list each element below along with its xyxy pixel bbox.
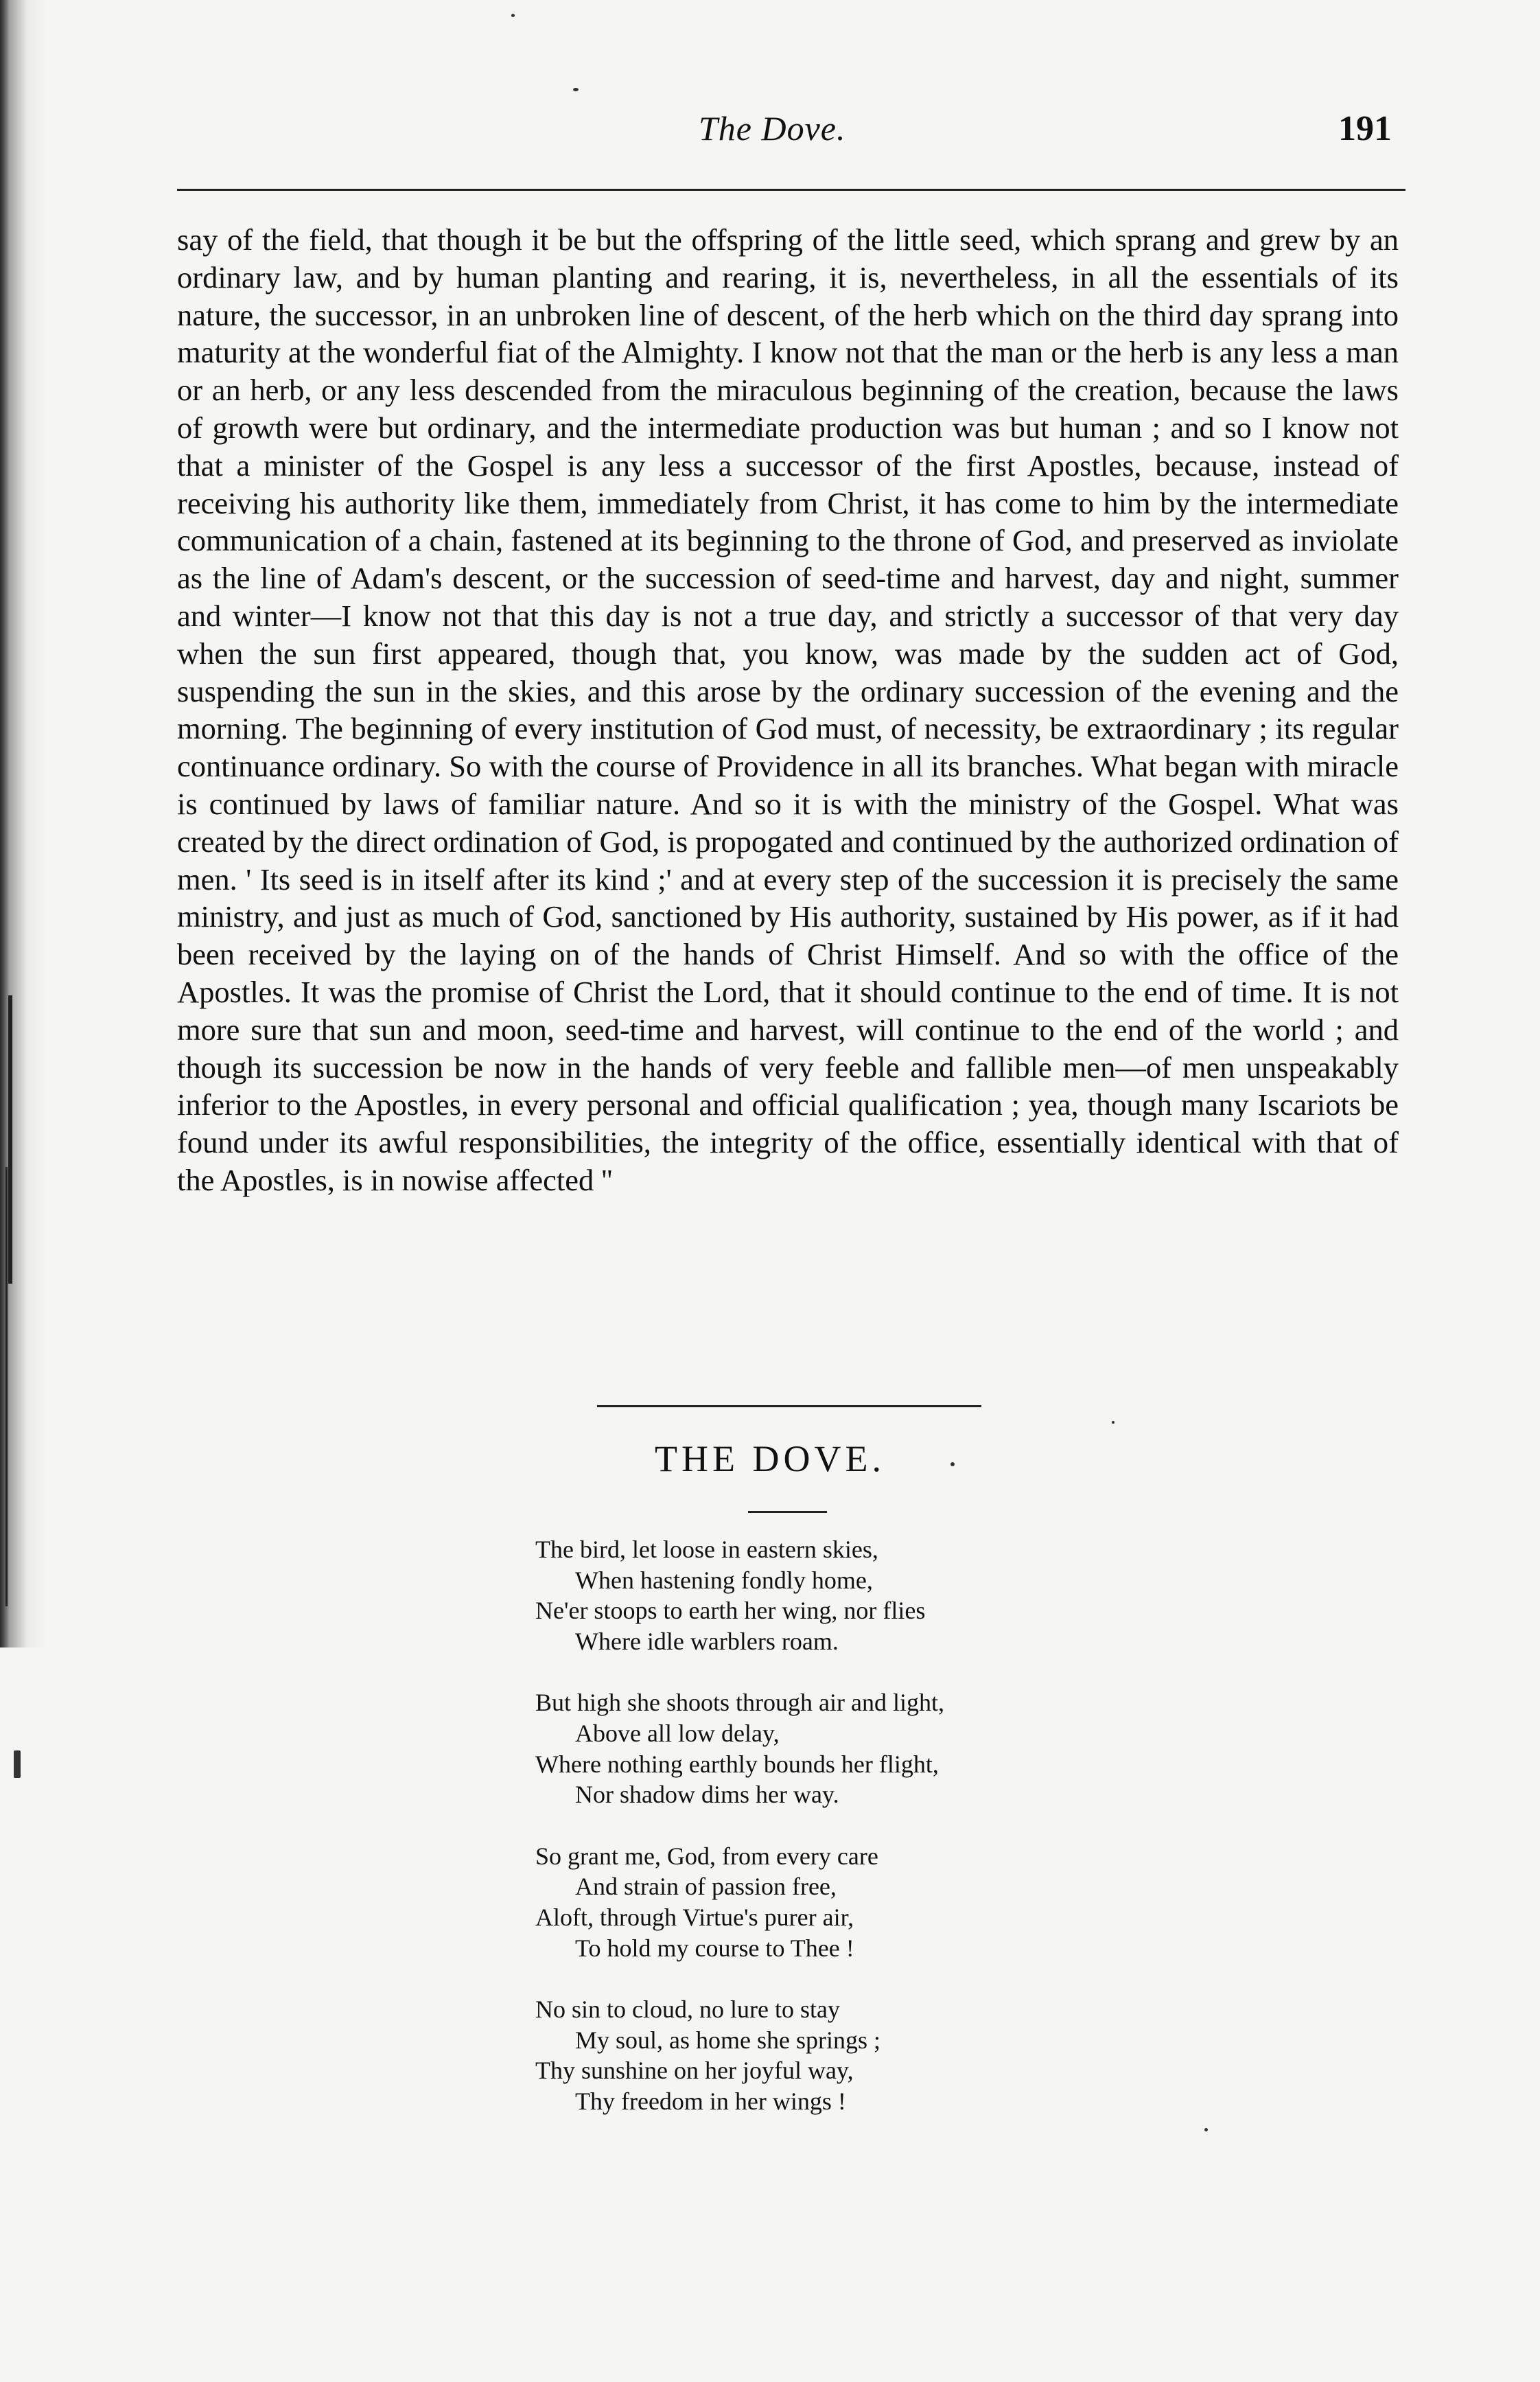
poem-line: And strain of passion free, — [575, 1873, 837, 1901]
poem-line: Ne'er stoops to earth her wing, nor flies — [535, 1597, 926, 1625]
poem-line: When hastening fondly home, — [575, 1566, 873, 1594]
poem-line: But high she shoots through air and light, — [535, 1689, 944, 1717]
poem-title: THE DOVE. — [655, 1438, 885, 1479]
poem-stanza — [535, 1841, 1153, 1963]
poem-stanza — [535, 1994, 1153, 2116]
poem-stanza — [535, 1687, 1153, 1809]
poem-line: Where idle warblers roam. — [575, 1627, 839, 1655]
page-header — [177, 103, 1405, 158]
print-speck — [950, 1462, 955, 1466]
poem-stanza — [535, 1534, 1153, 1656]
body-paragraph: say of the field, that though it be but the offspring of the little seed, which sprang and grew by an ordinary law, and by human planting and rearing, it is, nevertheless, in all the essentials of its nature, the successor, in an unbroken line of descent, of the herb which on the third day sprang into maturity at the wonderful fiat of the Almighty. I know not that the man or the herb is any less a man or an herb, or any less descended from the miraculous beginning of the creation, because the laws of growth were but ordinary, and the intermediate production was but human ; and so I know not that a minister of the Gospel is any less a successor of the first Apostles, because, instead of receiving his authority like them, immediately from Christ, it has come to him by the intermediate communication of a chain, fastened at its beginning to the throne of God, and preserved as inviolate as the line of Adam's descent, or the succession of seed-time and harvest, day and night, summer and winter—I know not that this day is not a true day, and strictly a successor of that very day when the sun first appeared, though that, you know, was made by the sudden act of God, suspending the sun in the skies, and this arose by the ordinary succession of the evening and the morning. The beginning of every institution of God must, of necessity, be extraordinary ; its regular continuance ordinary. So with the course of Providence in all its branches. What began with miracle is continued by laws of familiar nature. And so it is with the ministry of the Gospel. What was created by the direct ordination of God, is propogated and continued by the authorized ordination of men. ' Its seed is in itself after its kind ;' and at every step of the succession it is precisely the same ministry, and just as much of God, sanctioned by His authority, sustained by His power, as if it had been received by the laying on of the hands of Christ Himself. And so with the office of the Apostles. It was the promise of Christ the Lord, that it should continue to the end of time. It is not more sure that sun and moon, seed-time and harvest, will continue to the end of the world ; and though its succession be now in the hands of very feeble and fallible men—of men unspeakably inferior to the Apostles, in every personal and official qualification ; yea, though many Iscariots be found under its awful responsibilities, the integrity of the office, essentially identical with that of the Apostles, is in nowise affected '' — [177, 222, 1399, 1197]
running-title: The Dove. — [699, 109, 846, 148]
poem-line: Where nothing earthly bounds her flight, — [535, 1750, 939, 1778]
poem-line: Above all low delay, — [575, 1719, 780, 1747]
poem-line: So grant me, God, from every care — [535, 1842, 878, 1870]
binding-shadow-mark — [8, 995, 12, 1284]
section-divider — [597, 1405, 981, 1407]
poem-line: No sin to cloud, no lure to stay — [535, 1996, 840, 2024]
page-number: 191 — [1338, 109, 1392, 148]
header-rule — [177, 189, 1405, 191]
poem-line: Nor shadow dims her way. — [575, 1781, 839, 1809]
poem-line: The bird, let loose in eastern skies, — [535, 1536, 878, 1563]
poem — [535, 1534, 1153, 2117]
print-speck — [1112, 1421, 1115, 1424]
print-speck — [1204, 2128, 1208, 2131]
print-speck — [511, 14, 515, 17]
print-speck — [573, 88, 579, 91]
poem-line: My soul, as home she springs ; — [575, 2026, 880, 2054]
poem-line: Aloft, through Virtue's purer air, — [535, 1903, 854, 1931]
poem-title-rule — [748, 1511, 827, 1513]
binding-shadow-mark — [5, 1167, 8, 1606]
poem-line: To hold my course to Thee ! — [575, 1934, 854, 1962]
poem-line: Thy freedom in her wings ! — [575, 2087, 846, 2115]
poem-line: Thy sunshine on her joyful way, — [535, 2057, 854, 2085]
margin-mark — [14, 1750, 21, 1778]
